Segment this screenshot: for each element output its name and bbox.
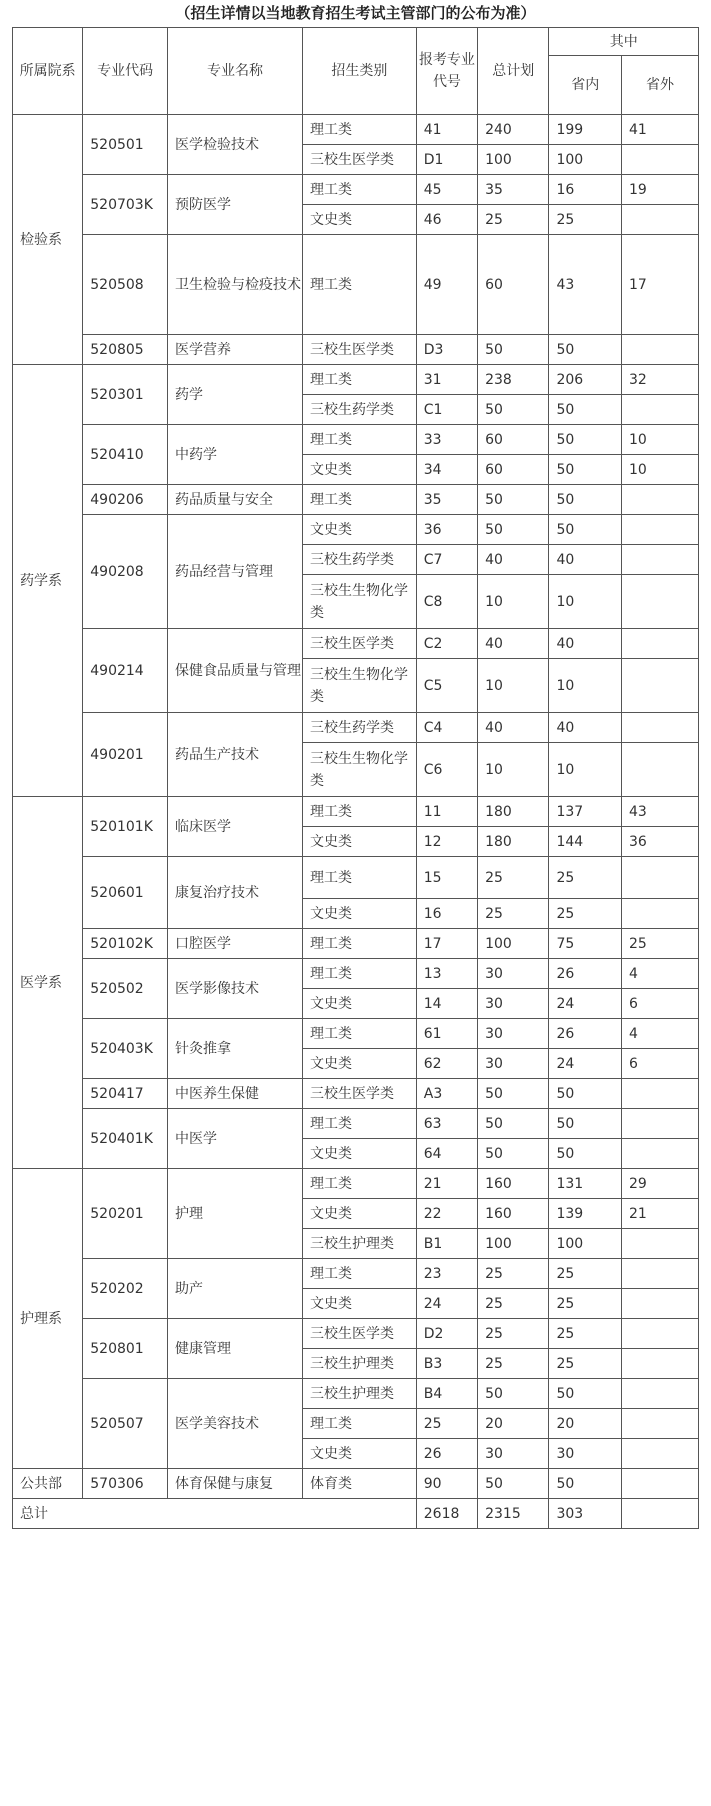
subject-code-cell: 49 [416, 235, 477, 335]
major-code: 520301 [83, 365, 168, 425]
major-code: 520102K [83, 929, 168, 959]
category-cell: 三校生护理类 [303, 1379, 417, 1409]
subject-code-cell: 63 [416, 1109, 477, 1139]
subject-code-cell: C8 [416, 575, 477, 629]
dept-name: 公共部 [13, 1469, 83, 1499]
in-province-cell: 25 [549, 205, 622, 235]
subject-code-cell: 17 [416, 929, 477, 959]
in-province-cell: 26 [549, 1019, 622, 1049]
out-province-cell [621, 335, 698, 365]
total-cell: 10 [478, 743, 549, 797]
in-province-cell: 25 [549, 899, 622, 929]
out-province-cell: 6 [621, 989, 698, 1019]
category-cell: 文史类 [303, 1439, 417, 1469]
subject-code-cell: D2 [416, 1319, 477, 1349]
table-row [13, 797, 699, 827]
total-cell: 238 [478, 365, 549, 395]
major-name: 保健食品质量与管理 [168, 629, 303, 713]
table-row [13, 1019, 699, 1049]
out-province-cell: 21 [621, 1199, 698, 1229]
subject-code-cell: 15 [416, 857, 477, 899]
total-cell: 40 [478, 545, 549, 575]
category-cell: 三校生医学类 [303, 629, 417, 659]
out-province-cell [621, 1439, 698, 1469]
in-province-cell: 50 [549, 455, 622, 485]
table-row [13, 1379, 699, 1409]
major-name: 医学检验技术 [168, 115, 303, 175]
enrollment-plan-table [12, 27, 699, 1529]
out-province-cell: 6 [621, 1049, 698, 1079]
major-code: 520501 [83, 115, 168, 175]
total-cell: 30 [478, 989, 549, 1019]
major-code: 520805 [83, 335, 168, 365]
major-code: 490206 [83, 485, 168, 515]
major-name: 医学美容技术 [168, 1379, 303, 1469]
subject-code-cell: 25 [416, 1409, 477, 1439]
total-row [13, 1499, 699, 1529]
out-province-cell: 4 [621, 959, 698, 989]
subject-code-cell: 24 [416, 1289, 477, 1319]
category-cell: 理工类 [303, 1259, 417, 1289]
table-row [13, 425, 699, 455]
major-name: 助产 [168, 1259, 303, 1319]
major-code: 520202 [83, 1259, 168, 1319]
category-cell: 理工类 [303, 1409, 417, 1439]
major-name: 药品质量与安全 [168, 485, 303, 515]
in-province-cell: 75 [549, 929, 622, 959]
subject-code-cell: 11 [416, 797, 477, 827]
table-row [13, 175, 699, 205]
category-cell: 文史类 [303, 1049, 417, 1079]
table-row [13, 1079, 699, 1109]
major-name: 健康管理 [168, 1319, 303, 1379]
table-row [13, 485, 699, 515]
total-out-province [621, 1499, 698, 1529]
out-province-cell [621, 1379, 698, 1409]
in-province-cell: 100 [549, 145, 622, 175]
category-cell: 三校生药学类 [303, 395, 417, 425]
out-province-cell: 41 [621, 115, 698, 145]
out-province-cell [621, 1319, 698, 1349]
subject-code-cell: 36 [416, 515, 477, 545]
major-code: 490214 [83, 629, 168, 713]
subject-code-cell: D3 [416, 335, 477, 365]
category-cell: 理工类 [303, 1109, 417, 1139]
in-province-cell: 50 [549, 485, 622, 515]
table-row [13, 1469, 699, 1499]
total-cell: 30 [478, 1019, 549, 1049]
category-cell: 三校生生物化学类 [303, 659, 417, 713]
total-cell: 25 [478, 1349, 549, 1379]
out-province-cell: 29 [621, 1169, 698, 1199]
out-province-cell [621, 1139, 698, 1169]
subject-code-cell: C7 [416, 545, 477, 575]
subject-code-cell: 90 [416, 1469, 477, 1499]
table-row [13, 959, 699, 989]
in-province-cell: 26 [549, 959, 622, 989]
in-province-cell: 20 [549, 1409, 622, 1439]
total-cell: 60 [478, 425, 549, 455]
subject-code-cell: 34 [416, 455, 477, 485]
category-cell: 文史类 [303, 827, 417, 857]
major-code: 520703K [83, 175, 168, 235]
major-name: 预防医学 [168, 175, 303, 235]
category-cell: 三校生医学类 [303, 1079, 417, 1109]
out-province-cell: 19 [621, 175, 698, 205]
header-in-province: 省内 [549, 56, 622, 115]
in-province-cell: 50 [549, 335, 622, 365]
out-province-cell [621, 1349, 698, 1379]
out-province-cell [621, 545, 698, 575]
in-province-cell: 50 [549, 1079, 622, 1109]
category-cell: 文史类 [303, 1139, 417, 1169]
in-province-cell: 50 [549, 515, 622, 545]
major-name: 药学 [168, 365, 303, 425]
major-name: 临床医学 [168, 797, 303, 857]
category-cell: 文史类 [303, 205, 417, 235]
dept-name: 药学系 [13, 365, 83, 797]
table-row [13, 365, 699, 395]
category-cell: 理工类 [303, 959, 417, 989]
subject-code-cell: 31 [416, 365, 477, 395]
category-cell: 文史类 [303, 1199, 417, 1229]
total-cell: 50 [478, 1139, 549, 1169]
table-row [13, 515, 699, 545]
subject-code-cell: A3 [416, 1079, 477, 1109]
in-province-cell: 137 [549, 797, 622, 827]
total-cell: 180 [478, 827, 549, 857]
category-cell: 三校生护理类 [303, 1229, 417, 1259]
in-province-cell: 50 [549, 1139, 622, 1169]
out-province-cell [621, 205, 698, 235]
total-cell: 30 [478, 1439, 549, 1469]
in-province-cell: 50 [549, 395, 622, 425]
dept-name: 护理系 [13, 1169, 83, 1469]
out-province-cell: 10 [621, 425, 698, 455]
category-cell: 三校生药学类 [303, 713, 417, 743]
in-province-cell: 40 [549, 629, 622, 659]
header-total: 总计划 [478, 28, 549, 115]
in-province-cell: 40 [549, 713, 622, 743]
major-name: 中医养生保健 [168, 1079, 303, 1109]
table-row [13, 335, 699, 365]
out-province-cell [621, 1109, 698, 1139]
subject-code-cell: 33 [416, 425, 477, 455]
in-province-cell: 25 [549, 1319, 622, 1349]
total-cell: 30 [478, 959, 549, 989]
total-cell: 50 [478, 395, 549, 425]
out-province-cell [621, 575, 698, 629]
total-cell: 180 [478, 797, 549, 827]
major-name: 药品经营与管理 [168, 515, 303, 629]
major-code: 520410 [83, 425, 168, 485]
major-name: 中医学 [168, 1109, 303, 1169]
major-code: 520801 [83, 1319, 168, 1379]
out-province-cell: 43 [621, 797, 698, 827]
in-province-cell: 25 [549, 1289, 622, 1319]
table-row [13, 235, 699, 335]
subject-code-cell: 26 [416, 1439, 477, 1469]
category-cell: 三校生护理类 [303, 1349, 417, 1379]
total-cell: 50 [478, 515, 549, 545]
in-province-cell: 25 [549, 857, 622, 899]
total-cell: 160 [478, 1199, 549, 1229]
out-province-cell [621, 1289, 698, 1319]
page-title: （招生详情以当地教育招生考试主管部门的公布为准） [175, 4, 536, 22]
table-row [13, 857, 699, 899]
subject-code-cell: 22 [416, 1199, 477, 1229]
category-cell: 文史类 [303, 455, 417, 485]
total-cell: 50 [478, 335, 549, 365]
major-name: 康复治疗技术 [168, 857, 303, 929]
major-name: 护理 [168, 1169, 303, 1259]
header-code: 专业代码 [83, 28, 168, 115]
major-name: 医学营养 [168, 335, 303, 365]
total-cell: 10 [478, 659, 549, 713]
total-cell: 35 [478, 175, 549, 205]
out-province-cell [621, 1229, 698, 1259]
total-cell: 25 [478, 857, 549, 899]
category-cell: 理工类 [303, 1169, 417, 1199]
out-province-cell: 4 [621, 1019, 698, 1049]
subject-code-cell: D1 [416, 145, 477, 175]
category-cell: 文史类 [303, 515, 417, 545]
out-province-cell [621, 1259, 698, 1289]
subject-code-cell: 16 [416, 899, 477, 929]
in-province-cell: 199 [549, 115, 622, 145]
in-province-cell: 139 [549, 1199, 622, 1229]
category-cell: 文史类 [303, 989, 417, 1019]
major-code: 520401K [83, 1109, 168, 1169]
header-subject-code: 报考专业代号 [416, 28, 477, 115]
major-name: 体育保健与康复 [168, 1469, 303, 1499]
total-cell: 100 [478, 929, 549, 959]
category-cell: 三校生医学类 [303, 145, 417, 175]
major-code: 520502 [83, 959, 168, 1019]
dept-name: 检验系 [13, 115, 83, 365]
subject-code-cell: C1 [416, 395, 477, 425]
header-category: 招生类别 [303, 28, 417, 115]
major-name: 中药学 [168, 425, 303, 485]
out-province-cell [621, 1409, 698, 1439]
category-cell: 三校生生物化学类 [303, 743, 417, 797]
total-cell: 240 [478, 115, 549, 145]
dept-name: 医学系 [13, 797, 83, 1169]
in-province-cell: 144 [549, 827, 622, 857]
category-cell: 三校生医学类 [303, 1319, 417, 1349]
category-cell: 理工类 [303, 797, 417, 827]
total-cell: 20 [478, 1409, 549, 1439]
in-province-cell: 206 [549, 365, 622, 395]
out-province-cell [621, 1469, 698, 1499]
total-subject-code: 2618 [416, 1499, 477, 1529]
in-province-cell: 131 [549, 1169, 622, 1199]
out-province-cell [621, 713, 698, 743]
subject-code-cell: C2 [416, 629, 477, 659]
major-code: 490208 [83, 515, 168, 629]
header-dept: 所属院系 [13, 28, 83, 115]
subject-code-cell: B4 [416, 1379, 477, 1409]
in-province-cell: 40 [549, 545, 622, 575]
total-cell: 50 [478, 1109, 549, 1139]
total-in-province: 303 [549, 1499, 622, 1529]
category-cell: 三校生医学类 [303, 335, 417, 365]
table-row [13, 629, 699, 659]
out-province-cell [621, 743, 698, 797]
subject-code-cell: B1 [416, 1229, 477, 1259]
category-cell: 理工类 [303, 115, 417, 145]
total-cell: 50 [478, 1379, 549, 1409]
table-row [13, 929, 699, 959]
category-cell: 三校生药学类 [303, 545, 417, 575]
total-cell: 25 [478, 1289, 549, 1319]
out-province-cell: 17 [621, 235, 698, 335]
subject-code-cell: 45 [416, 175, 477, 205]
out-province-cell: 36 [621, 827, 698, 857]
category-cell: 理工类 [303, 425, 417, 455]
total-cell: 60 [478, 235, 549, 335]
header-among: 其中 [549, 28, 699, 56]
table-row [13, 1169, 699, 1199]
major-code: 520508 [83, 235, 168, 335]
header-name: 专业名称 [168, 28, 303, 115]
subject-code-cell: 61 [416, 1019, 477, 1049]
major-name: 卫生检验与检疫技术 [168, 235, 303, 335]
out-province-cell [621, 899, 698, 929]
subject-code-cell: 41 [416, 115, 477, 145]
table-row [13, 115, 699, 145]
subject-code-cell: 35 [416, 485, 477, 515]
in-province-cell: 43 [549, 235, 622, 335]
out-province-cell [621, 395, 698, 425]
out-province-cell: 25 [621, 929, 698, 959]
category-cell: 文史类 [303, 899, 417, 929]
category-cell: 理工类 [303, 1019, 417, 1049]
major-code: 520201 [83, 1169, 168, 1259]
in-province-cell: 30 [549, 1439, 622, 1469]
in-province-cell: 24 [549, 1049, 622, 1079]
table-row [13, 1259, 699, 1289]
subject-code-cell: 13 [416, 959, 477, 989]
out-province-cell: 32 [621, 365, 698, 395]
subject-code-cell: 23 [416, 1259, 477, 1289]
category-cell: 三校生生物化学类 [303, 575, 417, 629]
total-cell: 160 [478, 1169, 549, 1199]
in-province-cell: 50 [549, 425, 622, 455]
major-name: 医学影像技术 [168, 959, 303, 1019]
major-code: 520101K [83, 797, 168, 857]
in-province-cell: 50 [549, 1379, 622, 1409]
major-code: 520601 [83, 857, 168, 929]
major-code: 570306 [83, 1469, 168, 1499]
major-code: 520403K [83, 1019, 168, 1079]
subject-code-cell: 46 [416, 205, 477, 235]
in-province-cell: 10 [549, 575, 622, 629]
major-name: 针灸推拿 [168, 1019, 303, 1079]
total-cell: 25 [478, 899, 549, 929]
total-cell: 50 [478, 485, 549, 515]
in-province-cell: 25 [549, 1349, 622, 1379]
subject-code-cell: 14 [416, 989, 477, 1019]
in-province-cell: 10 [549, 659, 622, 713]
total-total: 2315 [478, 1499, 549, 1529]
category-cell: 理工类 [303, 365, 417, 395]
total-cell: 25 [478, 1319, 549, 1349]
category-cell: 理工类 [303, 175, 417, 205]
table-row [13, 1109, 699, 1139]
subject-code-cell: C5 [416, 659, 477, 713]
category-cell: 体育类 [303, 1469, 417, 1499]
total-cell: 25 [478, 205, 549, 235]
subject-code-cell: B3 [416, 1349, 477, 1379]
total-label: 总计 [13, 1499, 417, 1529]
subject-code-cell: 64 [416, 1139, 477, 1169]
major-code: 520417 [83, 1079, 168, 1109]
out-province-cell: 10 [621, 455, 698, 485]
category-cell: 理工类 [303, 485, 417, 515]
out-province-cell [621, 515, 698, 545]
in-province-cell: 100 [549, 1229, 622, 1259]
table-body [13, 115, 699, 1529]
out-province-cell [621, 659, 698, 713]
total-cell: 25 [478, 1259, 549, 1289]
category-cell: 理工类 [303, 857, 417, 899]
major-code: 520507 [83, 1379, 168, 1469]
out-province-cell [621, 1079, 698, 1109]
total-cell: 100 [478, 1229, 549, 1259]
out-province-cell [621, 857, 698, 899]
out-province-cell [621, 145, 698, 175]
subject-code-cell: C4 [416, 713, 477, 743]
in-province-cell: 10 [549, 743, 622, 797]
subject-code-cell: C6 [416, 743, 477, 797]
in-province-cell: 50 [549, 1469, 622, 1499]
in-province-cell: 24 [549, 989, 622, 1019]
total-cell: 50 [478, 1079, 549, 1109]
total-cell: 40 [478, 713, 549, 743]
in-province-cell: 50 [549, 1109, 622, 1139]
out-province-cell [621, 629, 698, 659]
in-province-cell: 16 [549, 175, 622, 205]
total-cell: 10 [478, 575, 549, 629]
out-province-cell [621, 485, 698, 515]
total-cell: 60 [478, 455, 549, 485]
header-out-province: 省外 [621, 56, 698, 115]
subject-code-cell: 62 [416, 1049, 477, 1079]
category-cell: 理工类 [303, 929, 417, 959]
total-cell: 30 [478, 1049, 549, 1079]
subject-code-cell: 21 [416, 1169, 477, 1199]
total-cell: 40 [478, 629, 549, 659]
total-cell: 50 [478, 1469, 549, 1499]
in-province-cell: 25 [549, 1259, 622, 1289]
table-row [13, 1319, 699, 1349]
table-row [13, 713, 699, 743]
major-name: 口腔医学 [168, 929, 303, 959]
major-name: 药品生产技术 [168, 713, 303, 797]
category-cell: 理工类 [303, 235, 417, 335]
total-cell: 100 [478, 145, 549, 175]
category-cell: 文史类 [303, 1289, 417, 1319]
major-code: 490201 [83, 713, 168, 797]
subject-code-cell: 12 [416, 827, 477, 857]
